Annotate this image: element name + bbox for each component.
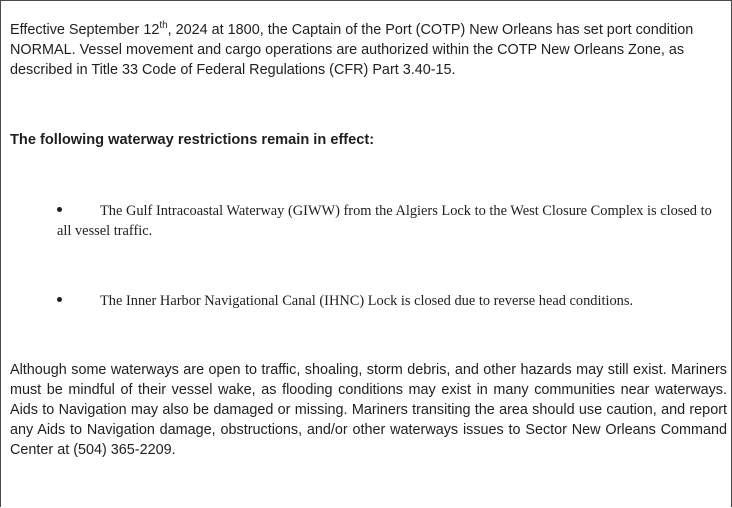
restriction-item-text: The Gulf Intracoastal Waterway (GIWW) from the Algiers Lock to the West Closure Complex is closed to all vessel traffic. bbox=[57, 203, 712, 239]
bullet-icon bbox=[57, 291, 100, 311]
bullet-icon bbox=[57, 201, 100, 221]
restriction-item-giww bbox=[57, 201, 727, 241]
intro-text-start: Effective September 12 bbox=[10, 22, 160, 38]
restriction-item-ihnc bbox=[57, 291, 727, 311]
intro-paragraph bbox=[10, 20, 727, 80]
date-ordinal-suffix: th bbox=[159, 20, 168, 31]
restriction-item-text: The Inner Harbor Navigational Canal (IHNC) Lock is closed due to reverse head conditions. bbox=[100, 293, 634, 309]
advisory-paragraph: Although some waterways are open to traffic, shoaling, storm debris, and other hazards may still exist. Mariners must be mindful of their vessel wake, as flooding conditions may exist in many communities near waterways. Aids to Navigation may also be damaged or missing. Mariners transiting the area should use caution, and report any Aids to Navigation damage, obstructions, and/or other waterways issues to Sector New Orleans Command Center at (504) 365-2209. bbox=[10, 362, 727, 458]
restrictions-heading: The following waterway restrictions remain in effect: bbox=[10, 132, 375, 148]
intro-text-rest: , 2024 at 1800, the Captain of the Port (COTP) New Orleans has set port condition NORMAL. Vessel movement and cargo operations are authorized within the COTP New Orleans Zone, as described in Title 33 Code of Federal Regulations (CFR) Part 3.40-15. bbox=[10, 22, 694, 78]
